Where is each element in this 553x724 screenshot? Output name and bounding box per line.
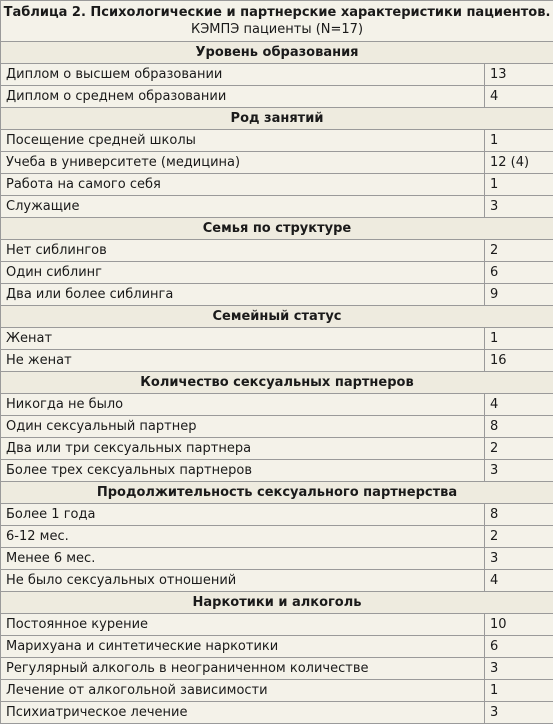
section-heading: Семья по структуре bbox=[1, 218, 553, 240]
row-value: 4 bbox=[485, 394, 553, 416]
row-label: 6-12 мес. bbox=[1, 526, 485, 548]
row-value: 6 bbox=[485, 636, 553, 658]
row-value: 3 bbox=[485, 548, 553, 570]
table-row bbox=[1, 350, 553, 372]
section-header-row bbox=[1, 372, 553, 394]
section-heading: Наркотики и алкоголь bbox=[1, 592, 553, 614]
row-value: 8 bbox=[485, 416, 553, 438]
row-label: Один сексуальный партнер bbox=[1, 416, 485, 438]
row-value: 3 bbox=[485, 196, 553, 218]
section-heading: Количество сексуальных партнеров bbox=[1, 372, 553, 394]
row-value: 2 bbox=[485, 526, 553, 548]
row-value: 6 bbox=[485, 262, 553, 284]
row-label: Постоянное курение bbox=[1, 614, 485, 636]
row-label: Два или три сексуальных партнера bbox=[1, 438, 485, 460]
row-value: 4 bbox=[485, 570, 553, 592]
row-label: Более 1 года bbox=[1, 504, 485, 526]
table-row bbox=[1, 262, 553, 284]
table-row bbox=[1, 614, 553, 636]
row-value: 8 bbox=[485, 504, 553, 526]
table-row bbox=[1, 328, 553, 350]
section-header-row bbox=[1, 592, 553, 614]
row-label: Служащие bbox=[1, 196, 485, 218]
row-label: Никогда не было bbox=[1, 394, 485, 416]
row-label: Работа на самого себя bbox=[1, 174, 485, 196]
table-row bbox=[1, 174, 553, 196]
table-row bbox=[1, 394, 553, 416]
table-row bbox=[1, 548, 553, 570]
row-value: 16 bbox=[485, 350, 553, 372]
table-row bbox=[1, 240, 553, 262]
table-row bbox=[1, 504, 553, 526]
section-heading: Продолжительность сексуального партнерства bbox=[1, 482, 553, 504]
row-label: Лечение от алкогольной зависимости bbox=[1, 680, 485, 702]
row-label: Диплом о среднем образовании bbox=[1, 86, 485, 108]
row-value: 3 bbox=[485, 702, 553, 724]
table-subtitle: КЭМПЭ пациенты (N=17) bbox=[3, 21, 551, 38]
row-label: Психиатрическое лечение bbox=[1, 702, 485, 724]
table-row bbox=[1, 438, 553, 460]
row-value: 2 bbox=[485, 240, 553, 262]
row-label: Более трех сексуальных партнеров bbox=[1, 460, 485, 482]
row-label: Регулярный алкоголь в неограниченном количестве bbox=[1, 658, 485, 680]
table-row bbox=[1, 416, 553, 438]
section-header-row bbox=[1, 42, 553, 64]
row-label: Посещение средней школы bbox=[1, 130, 485, 152]
section-header-row bbox=[1, 218, 553, 240]
row-value: 2 bbox=[485, 438, 553, 460]
table-row bbox=[1, 196, 553, 218]
row-value: 9 bbox=[485, 284, 553, 306]
row-label: Один сиблинг bbox=[1, 262, 485, 284]
section-header-row bbox=[1, 108, 553, 130]
row-value: 1 bbox=[485, 174, 553, 196]
row-value: 13 bbox=[485, 64, 553, 86]
row-label: Два или более сиблинга bbox=[1, 284, 485, 306]
row-label: Не было сексуальных отношений bbox=[1, 570, 485, 592]
row-value: 1 bbox=[485, 328, 553, 350]
row-label: Не женат bbox=[1, 350, 485, 372]
table-row bbox=[1, 680, 553, 702]
row-label: Женат bbox=[1, 328, 485, 350]
row-label: Менее 6 мес. bbox=[1, 548, 485, 570]
section-heading: Род занятий bbox=[1, 108, 553, 130]
section-heading: Семейный статус bbox=[1, 306, 553, 328]
table-row bbox=[1, 570, 553, 592]
table-row bbox=[1, 636, 553, 658]
table-row bbox=[1, 284, 553, 306]
table-caption bbox=[1, 1, 553, 42]
table-title: Таблица 2. Психологические и партнерские характеристики пациентов. bbox=[3, 4, 551, 21]
row-value: 12 (4) bbox=[485, 152, 553, 174]
section-heading: Уровень образования bbox=[1, 42, 553, 64]
table-row bbox=[1, 658, 553, 680]
row-value: 1 bbox=[485, 680, 553, 702]
section-header-row bbox=[1, 306, 553, 328]
row-value: 3 bbox=[485, 658, 553, 680]
row-value: 10 bbox=[485, 614, 553, 636]
table-row bbox=[1, 64, 553, 86]
row-label: Учеба в университете (медицина) bbox=[1, 152, 485, 174]
table-row bbox=[1, 460, 553, 482]
section-header-row bbox=[1, 482, 553, 504]
row-value: 3 bbox=[485, 460, 553, 482]
table-row bbox=[1, 86, 553, 108]
row-label: Марихуана и синтетические наркотики bbox=[1, 636, 485, 658]
row-label: Нет сиблингов bbox=[1, 240, 485, 262]
table-row bbox=[1, 702, 553, 724]
caption-row bbox=[1, 1, 553, 42]
table-row bbox=[1, 152, 553, 174]
table-row bbox=[1, 526, 553, 548]
row-value: 1 bbox=[485, 130, 553, 152]
row-label: Диплом о высшем образовании bbox=[1, 64, 485, 86]
table-body bbox=[1, 1, 553, 724]
row-value: 4 bbox=[485, 86, 553, 108]
table-row bbox=[1, 130, 553, 152]
